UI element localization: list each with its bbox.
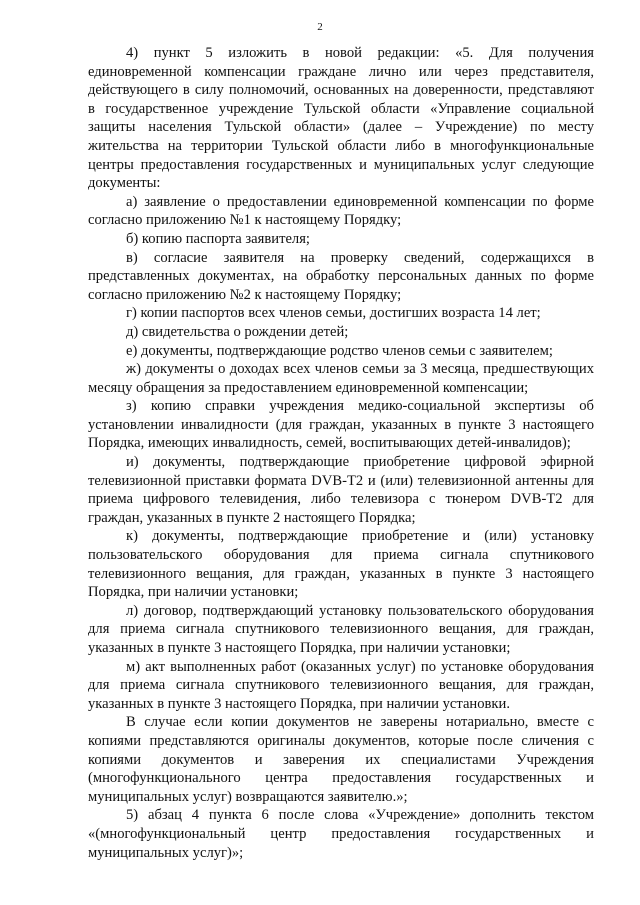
paragraph-item-5: 5) абзац 4 пункта 6 после слова «Учреждение» дополнить текстом «(многофункциональный центр предоставления государственных и муниципальных услуг)»; bbox=[88, 807, 594, 861]
page-number: 2 bbox=[317, 21, 323, 33]
paragraph-subitem-d: д) свидетельства о рождении детей; bbox=[126, 323, 349, 340]
paragraph-subitem-v: в) согласие заявителя на проверку сведений, содержащихся в представленных документах, на обработку персональных данных по форме согласно приложению №2 к настоящему Порядку; bbox=[88, 249, 594, 303]
paragraph-subitem-zh: ж) документы о доходах всех членов семьи за 3 месяца, предшествующих месяцу обращения за предоставлением единовременной компенсации; bbox=[88, 361, 594, 396]
paragraph-subitem-z: з) копию справки учреждения медико-социальной экспертизы об установлении инвалидности (для граждан, указанных в пункте 3 настоящего Порядка, имеющих инвалидность, семей, воспитывающих детей-инвалидов); bbox=[88, 398, 594, 452]
paragraph-item-4: 4) пункт 5 изложить в новой редакции: «5. Для получения единовременной компенсации граждане лично или через представителя, действующего в силу полномочий, основанных на доверенности, представляют в государственное учреждение Тульской области «Управление социальной защиты населения Тульской области» (далее – Учреждение) по месту жительства на территории Тульской области либо в многофункциональные центры предоставления государственных и муниципальных услуг следующие документы: bbox=[88, 45, 594, 192]
paragraph-subitem-b: б) копию паспорта заявителя; bbox=[126, 230, 310, 247]
paragraph-subitem-i: и) документы, подтверждающие приобретение цифровой эфирной телевизионной приставки формата DVB-T2 и (или) телевизионной антенны для приема цифрового телевидения, либо телевизора с тюнером DVB-T2 для граждан, указанных в пункте 2 настоящего Порядка; bbox=[88, 454, 594, 526]
paragraph-subitem-m: м) акт выполненных работ (оказанных услуг) по установке оборудования для приема сигнала спутникового телевизионного вещания, для граждан, указанных в пункте 3 настоящего Порядка, при наличии установки. bbox=[88, 658, 594, 712]
paragraph-subitem-e: е) документы, подтверждающие родство членов семьи с заявителем; bbox=[126, 342, 553, 359]
paragraph-subitem-k: к) документы, подтверждающие приобретение и (или) установку пользовательского оборудования для приема сигнала спутникового телевизионного вещания, для граждан, указанных в пункте 3 настоящего Порядка, при наличии установки; bbox=[88, 528, 594, 601]
document-body bbox=[88, 44, 594, 862]
paragraph-copies-note: В случае если копии документов не заверены нотариально, вместе с копиями представляются оригиналы документов, которые после сличения с копиями документов и заверения их специалистами Учреждения (многофункционального центра предоставления государственных и муниципальных услуг) возвращаются заявителю.»; bbox=[88, 714, 594, 805]
paragraph-subitem-a: а) заявление о предоставлении единовременной компенсации по форме согласно приложению №1 к настоящему Порядку; bbox=[88, 193, 594, 229]
paragraph-subitem-l: л) договор, подтверждающий установку пользовательского оборудования для приема сигнала спутникового телевизионного вещания, для граждан, указанных в пункте 3 настоящего Порядка, при наличии установки; bbox=[88, 602, 594, 656]
paragraph-subitem-g: г) копии паспортов всех членов семьи, достигших возраста 14 лет; bbox=[126, 305, 541, 322]
